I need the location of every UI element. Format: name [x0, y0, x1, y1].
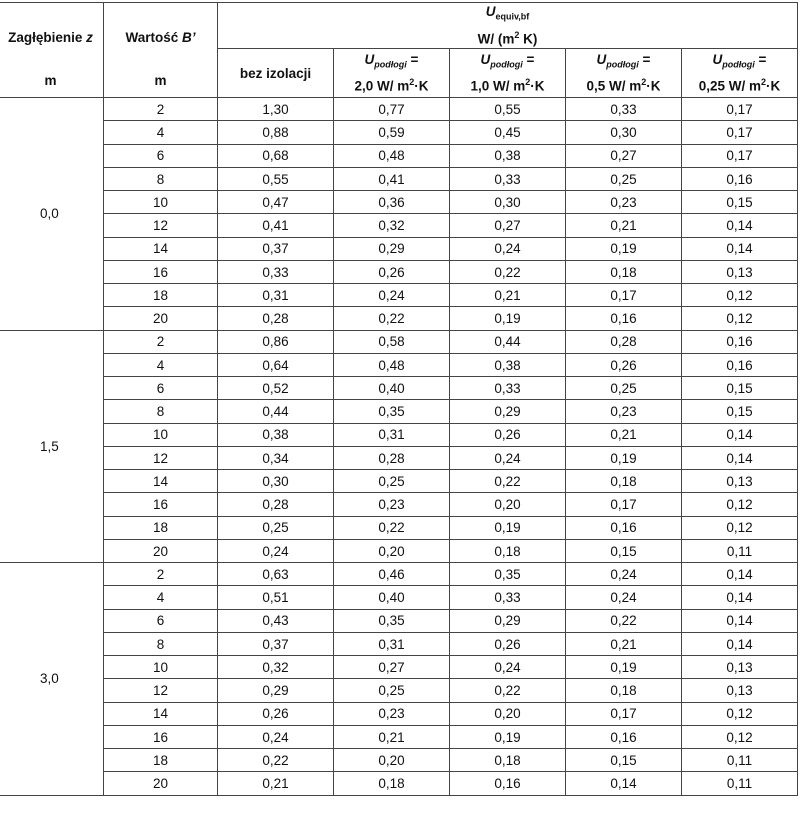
u-value-cell: 0,64 — [218, 353, 334, 376]
u-value-cell: 0,22 — [218, 749, 334, 772]
u-value-cell: 0,63 — [218, 563, 334, 586]
table-row — [0, 121, 798, 144]
floor-u-end: ·K — [530, 78, 545, 94]
floor-u-sub: podłogi — [606, 59, 639, 70]
u-value-cell: 0,13 — [682, 260, 798, 283]
u-value-cell: 0,15 — [566, 749, 682, 772]
b-value-cell: 6 — [104, 377, 218, 400]
table-row — [0, 632, 798, 655]
u-value-cell: 0,31 — [218, 284, 334, 307]
u-value-cell: 0,24 — [566, 563, 682, 586]
u-value-cell: 0,15 — [682, 191, 798, 214]
table-row — [0, 772, 798, 795]
b-value-cell: 16 — [104, 725, 218, 748]
b-value-cell: 18 — [104, 284, 218, 307]
u-value-cell: 0,11 — [682, 749, 798, 772]
u-value-cell: 0,24 — [218, 725, 334, 748]
u-value-cell: 0,26 — [450, 423, 566, 446]
b-value-cell: 8 — [104, 167, 218, 190]
u-value-cell: 0,26 — [218, 702, 334, 725]
u-value-cell: 0,18 — [334, 772, 450, 795]
u-value-cell: 0,14 — [682, 446, 798, 469]
u-value-cell: 0,37 — [218, 237, 334, 260]
floor-u-eq: = — [638, 51, 651, 67]
u-value-cell: 0,45 — [450, 121, 566, 144]
b-value-cell: 2 — [104, 563, 218, 586]
u-value-cell: 0,21 — [566, 423, 682, 446]
u-equiv-sub: equiv,bf — [495, 11, 530, 22]
floor-col-header — [450, 49, 566, 98]
u-value-cell: 0,58 — [334, 330, 450, 353]
u-value-cell: 0,33 — [218, 260, 334, 283]
depth-cell: 0,0 — [0, 98, 104, 331]
u-value-cell: 0,13 — [682, 470, 798, 493]
u-value-cell: 0,35 — [450, 563, 566, 586]
table-row — [0, 725, 798, 748]
u-value-cell: 0,29 — [450, 609, 566, 632]
u-value-cell: 0,68 — [218, 144, 334, 167]
b-value-cell: 8 — [104, 400, 218, 423]
floor-u-symbol: U — [712, 51, 723, 67]
table-row — [0, 656, 798, 679]
table-row — [0, 144, 798, 167]
floor-u-sup: 2 — [641, 77, 647, 88]
u-value-cell: 0,24 — [450, 656, 566, 679]
b-value-cell: 18 — [104, 516, 218, 539]
table-row — [0, 307, 798, 330]
u-value-cell: 0,18 — [450, 539, 566, 562]
depth-var: z — [86, 30, 93, 46]
table-row — [0, 353, 798, 376]
u-value-cell: 0,38 — [450, 144, 566, 167]
u-value-cell: 0,28 — [218, 307, 334, 330]
floor-u-eq: = — [406, 51, 419, 67]
u-value-cell: 0,19 — [566, 237, 682, 260]
table-row — [0, 493, 798, 516]
u-value-cell: 0,88 — [218, 121, 334, 144]
floor-u-sup: 2 — [525, 77, 531, 88]
table-row — [0, 470, 798, 493]
b-value-cell: 14 — [104, 702, 218, 725]
u-value-cell: 0,21 — [334, 725, 450, 748]
u-value-cell: 0,11 — [682, 539, 798, 562]
u-value-cell: 0,34 — [218, 446, 334, 469]
u-value-cell: 0,21 — [450, 284, 566, 307]
u-value-cell: 0,16 — [682, 167, 798, 190]
u-value-cell: 0,29 — [450, 400, 566, 423]
u-value-cell: 0,29 — [334, 237, 450, 260]
u-value-cell: 0,20 — [334, 749, 450, 772]
u-value-cell: 0,44 — [218, 400, 334, 423]
table-row — [0, 260, 798, 283]
u-value-cell: 0,35 — [334, 400, 450, 423]
u-value-cell: 0,33 — [450, 377, 566, 400]
u-value-cell: 0,15 — [566, 539, 682, 562]
u-value-cell: 0,20 — [450, 702, 566, 725]
u-value-cell: 0,12 — [682, 284, 798, 307]
u-value-cell: 0,25 — [334, 679, 450, 702]
floor-u-value: 0,25 W/ m — [698, 78, 761, 94]
u-value-cell: 0,27 — [450, 214, 566, 237]
b-value-cell: 14 — [104, 470, 218, 493]
floor-u-symbol: U — [480, 51, 491, 67]
depth-cell: 3,0 — [0, 563, 104, 796]
u-value-cell: 0,55 — [218, 167, 334, 190]
u-value-cell: 0,21 — [218, 772, 334, 795]
u-value-cell: 0,24 — [218, 539, 334, 562]
u-value-cell: 0,29 — [218, 679, 334, 702]
table-row — [0, 237, 798, 260]
u-value-cell: 0,19 — [450, 725, 566, 748]
u-value-cell: 0,25 — [566, 377, 682, 400]
u-value-cell: 0,24 — [450, 237, 566, 260]
u-value-cell: 0,21 — [566, 632, 682, 655]
b-var: B’ — [182, 30, 196, 46]
b-value-cell: 2 — [104, 330, 218, 353]
table-row — [0, 400, 798, 423]
u-value-cell: 0,27 — [334, 656, 450, 679]
u-value-cell: 0,28 — [218, 493, 334, 516]
u-value-cell: 0,15 — [682, 400, 798, 423]
u-value-cell: 0,19 — [450, 307, 566, 330]
u-value-cell: 0,20 — [334, 539, 450, 562]
u-value-cell: 0,19 — [566, 656, 682, 679]
u-value-cell: 0,16 — [450, 772, 566, 795]
u-value-cell: 0,31 — [334, 632, 450, 655]
u-value-table — [0, 2, 798, 796]
table-row — [0, 586, 798, 609]
b-value-cell: 14 — [104, 237, 218, 260]
floor-u-symbol: U — [364, 51, 375, 67]
u-equiv-header — [218, 3, 798, 49]
b-value-cell: 6 — [104, 144, 218, 167]
table-row — [0, 330, 798, 353]
u-equiv-unit: W/ (m — [477, 31, 515, 47]
b-value-cell: 16 — [104, 260, 218, 283]
b-value-cell: 10 — [104, 191, 218, 214]
b-value-cell: 4 — [104, 353, 218, 376]
u-value-cell: 0,22 — [334, 516, 450, 539]
b-title: Wartość — [125, 30, 179, 46]
b-value-cell: 8 — [104, 632, 218, 655]
u-value-cell: 0,12 — [682, 493, 798, 516]
u-value-cell: 0,36 — [334, 191, 450, 214]
floor-u-sup: 2 — [409, 77, 415, 88]
u-value-cell: 0,25 — [566, 167, 682, 190]
b-value-cell: 16 — [104, 493, 218, 516]
u-value-cell: 0,26 — [566, 353, 682, 376]
u-value-cell: 0,33 — [450, 586, 566, 609]
u-value-cell: 0,17 — [566, 284, 682, 307]
u-value-cell: 0,20 — [450, 493, 566, 516]
floor-u-value: 2,0 W/ m — [354, 78, 410, 94]
u-value-cell: 0,26 — [334, 260, 450, 283]
floor-u-sub: podłogi — [374, 59, 407, 70]
floor-u-eq: = — [522, 51, 535, 67]
u-value-cell: 0,51 — [218, 586, 334, 609]
u-value-cell: 0,12 — [682, 702, 798, 725]
floor-u-sub: podłogi — [722, 59, 755, 70]
u-value-cell: 0,44 — [450, 330, 566, 353]
no-insulation-header — [218, 49, 334, 98]
u-value-cell: 0,30 — [450, 191, 566, 214]
u-value-cell: 0,28 — [566, 330, 682, 353]
u-equiv-symbol: U — [485, 4, 496, 19]
u-value-cell: 0,40 — [334, 586, 450, 609]
u-value-cell: 0,22 — [450, 470, 566, 493]
u-value-cell: 0,16 — [682, 330, 798, 353]
floor-u-eq: = — [754, 51, 767, 67]
table-row — [0, 446, 798, 469]
u-value-cell: 0,11 — [682, 772, 798, 795]
u-value-cell: 0,16 — [566, 307, 682, 330]
u-value-cell: 0,17 — [682, 121, 798, 144]
u-value-cell: 0,16 — [566, 516, 682, 539]
u-value-cell: 0,46 — [334, 563, 450, 586]
u-value-cell: 0,31 — [334, 423, 450, 446]
u-value-cell: 0,27 — [566, 144, 682, 167]
depth-title: Zagłębienie — [8, 30, 83, 46]
u-value-cell: 0,24 — [450, 446, 566, 469]
u-value-cell: 0,25 — [334, 470, 450, 493]
depth-cell: 1,5 — [0, 330, 104, 563]
u-value-cell: 0,48 — [334, 144, 450, 167]
floor-col-header — [566, 49, 682, 98]
table-row — [0, 749, 798, 772]
b-value-cell: 20 — [104, 307, 218, 330]
u-value-cell: 0,13 — [682, 679, 798, 702]
u-value-cell: 0,41 — [334, 167, 450, 190]
u-value-cell: 0,18 — [450, 749, 566, 772]
u-value-cell: 0,22 — [334, 307, 450, 330]
u-value-cell: 0,52 — [218, 377, 334, 400]
u-value-cell: 0,18 — [566, 260, 682, 283]
u-value-cell: 0,14 — [682, 237, 798, 260]
u-value-cell: 0,18 — [566, 470, 682, 493]
u-value-cell: 0,24 — [566, 586, 682, 609]
u-value-cell: 0,22 — [566, 609, 682, 632]
u-value-cell: 0,37 — [218, 632, 334, 655]
floor-col-header — [682, 49, 798, 98]
b-value-cell: 12 — [104, 446, 218, 469]
b-value-cell: 20 — [104, 539, 218, 562]
u-value-cell: 0,25 — [218, 516, 334, 539]
u-value-cell: 0,22 — [450, 260, 566, 283]
u-value-cell: 0,23 — [334, 493, 450, 516]
u-value-cell: 0,21 — [566, 214, 682, 237]
u-value-cell: 0,41 — [218, 214, 334, 237]
u-value-cell: 0,16 — [566, 725, 682, 748]
u-value-cell: 0,35 — [334, 609, 450, 632]
u-value-cell: 0,55 — [450, 98, 566, 121]
u-value-cell: 0,23 — [566, 400, 682, 423]
u-value-cell: 0,32 — [218, 656, 334, 679]
u-value-cell: 0,15 — [682, 377, 798, 400]
table-row — [0, 98, 798, 121]
floor-u-value: 1,0 W/ m — [470, 78, 526, 94]
floor-u-end: ·K — [766, 78, 781, 94]
floor-col-header — [334, 49, 450, 98]
u-value-cell: 0,24 — [334, 284, 450, 307]
table-row — [0, 191, 798, 214]
b-value-cell: 2 — [104, 98, 218, 121]
b-value-cell: 6 — [104, 609, 218, 632]
u-value-cell: 0,33 — [566, 98, 682, 121]
u-value-cell: 0,23 — [334, 702, 450, 725]
u-value-cell: 0,14 — [566, 772, 682, 795]
b-value-cell: 12 — [104, 679, 218, 702]
u-equiv-unit-sup: 2 — [514, 29, 520, 40]
table-row — [0, 563, 798, 586]
u-value-cell: 1,30 — [218, 98, 334, 121]
table-row — [0, 539, 798, 562]
table-row — [0, 284, 798, 307]
u-value-cell: 0,12 — [682, 725, 798, 748]
u-value-cell: 0,30 — [566, 121, 682, 144]
u-value-cell: 0,40 — [334, 377, 450, 400]
table-row — [0, 377, 798, 400]
table-row — [0, 167, 798, 190]
floor-u-sub: podłogi — [490, 59, 523, 70]
u-value-cell: 0,48 — [334, 353, 450, 376]
u-value-cell: 0,33 — [450, 167, 566, 190]
u-value-cell: 0,22 — [450, 679, 566, 702]
table-body — [0, 98, 798, 796]
depth-header — [0, 3, 104, 98]
u-value-cell: 0,38 — [450, 353, 566, 376]
u-value-cell: 0,14 — [682, 423, 798, 446]
u-value-cell: 0,30 — [218, 470, 334, 493]
u-value-cell: 0,17 — [682, 144, 798, 167]
floor-u-end: ·K — [646, 78, 661, 94]
u-value-cell: 0,17 — [566, 493, 682, 516]
u-value-cell: 0,17 — [566, 702, 682, 725]
b-value-cell: 4 — [104, 121, 218, 144]
u-value-cell: 0,28 — [334, 446, 450, 469]
u-value-cell: 0,23 — [566, 191, 682, 214]
u-value-cell: 0,13 — [682, 656, 798, 679]
u-value-cell: 0,14 — [682, 214, 798, 237]
u-value-cell: 0,77 — [334, 98, 450, 121]
u-value-cell: 0,59 — [334, 121, 450, 144]
u-value-cell: 0,14 — [682, 563, 798, 586]
u-value-cell: 0,43 — [218, 609, 334, 632]
floor-u-symbol: U — [596, 51, 607, 67]
u-value-cell: 0,18 — [566, 679, 682, 702]
u-value-cell: 0,14 — [682, 586, 798, 609]
no-insulation-label: bez izolacji — [239, 65, 312, 81]
table-row — [0, 214, 798, 237]
u-value-cell: 0,38 — [218, 423, 334, 446]
b-value-cell: 10 — [104, 656, 218, 679]
u-value-cell: 0,19 — [450, 516, 566, 539]
b-header — [104, 3, 218, 98]
u-value-cell: 0,32 — [334, 214, 450, 237]
u-equiv-unit-end: K) — [519, 31, 538, 47]
u-value-cell: 0,86 — [218, 330, 334, 353]
u-value-cell: 0,17 — [682, 98, 798, 121]
u-value-cell: 0,16 — [682, 353, 798, 376]
floor-u-end: ·K — [414, 78, 429, 94]
u-value-cell: 0,14 — [682, 609, 798, 632]
table-row — [0, 423, 798, 446]
u-value-cell: 0,14 — [682, 632, 798, 655]
b-value-cell: 12 — [104, 214, 218, 237]
table-row — [0, 516, 798, 539]
table-row — [0, 679, 798, 702]
table-row — [0, 702, 798, 725]
u-value-cell: 0,19 — [566, 446, 682, 469]
b-value-cell: 18 — [104, 749, 218, 772]
u-value-cell: 0,26 — [450, 632, 566, 655]
b-value-cell: 4 — [104, 586, 218, 609]
u-value-cell: 0,12 — [682, 516, 798, 539]
u-value-cell: 0,47 — [218, 191, 334, 214]
b-value-cell: 20 — [104, 772, 218, 795]
floor-u-value: 0,5 W/ m — [586, 78, 642, 94]
u-value-cell: 0,12 — [682, 307, 798, 330]
depth-unit: m — [44, 73, 57, 89]
floor-u-sup: 2 — [761, 77, 767, 88]
b-unit: m — [154, 73, 167, 89]
b-value-cell: 10 — [104, 423, 218, 446]
table-row — [0, 609, 798, 632]
